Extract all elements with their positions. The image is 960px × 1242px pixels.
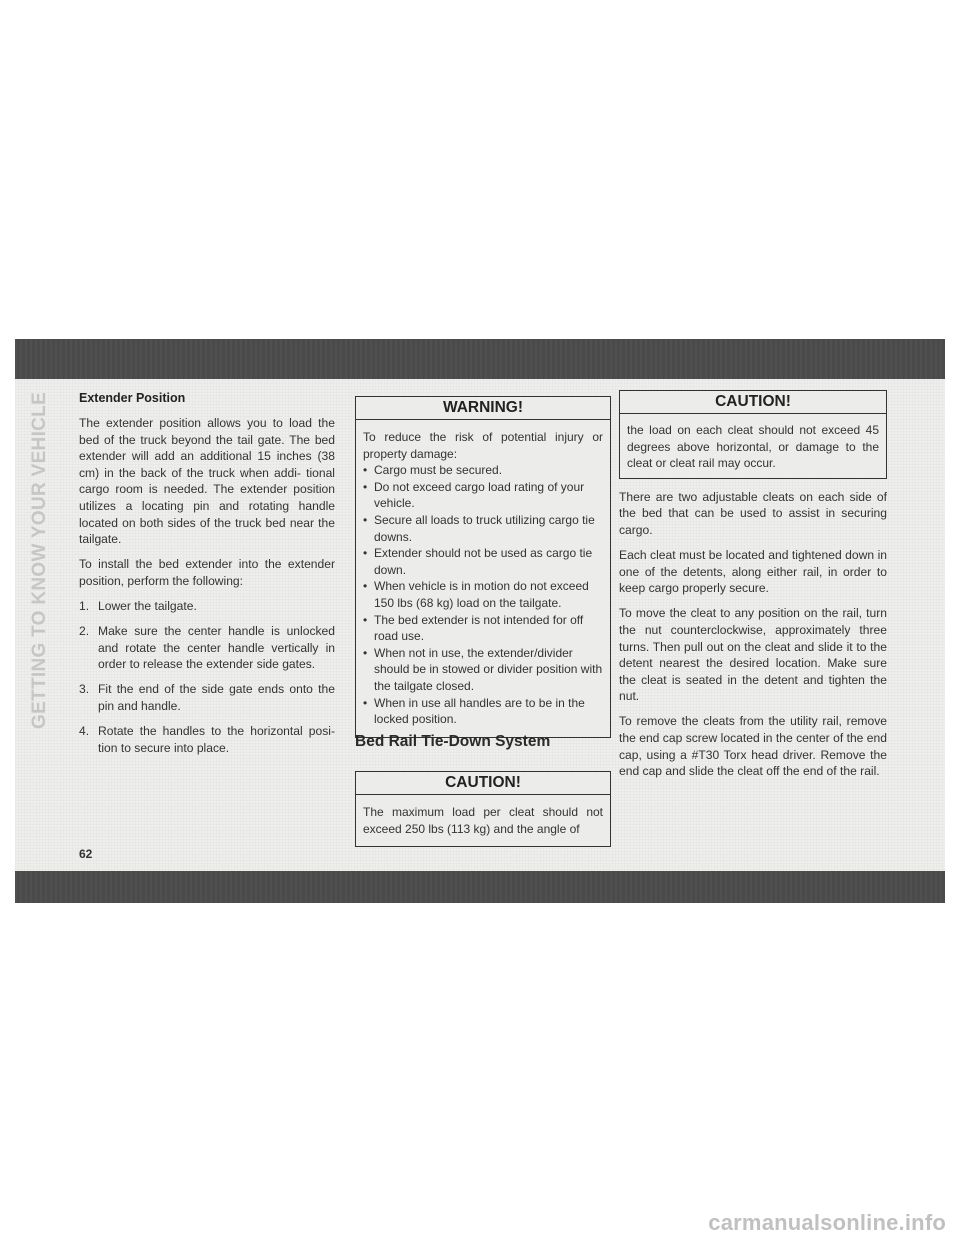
footer-band: [15, 871, 945, 903]
caution-title: CAUTION!: [356, 772, 610, 795]
warning-intro: To reduce the risk of potential injury or property damage:: [363, 430, 603, 461]
cleat-paragraph-2: Each cleat must be located and tightened down in one of the detents, along either rail, in order to keep cargo properly secure.: [619, 548, 887, 596]
warning-box: [355, 396, 611, 738]
header-band: [15, 339, 945, 379]
list-item: • Cargo must be secured.: [363, 463, 503, 478]
list-item: 4. Rotate the handles to the horizontal posi- tion to secure into place.: [79, 724, 335, 755]
section-side-tab: GETTING TO KNOW YOUR VEHICLE: [29, 391, 50, 729]
warning-title: WARNING!: [356, 397, 610, 420]
extender-paragraph-2: To install the bed extender into the extender position, perform the following:: [79, 557, 335, 588]
list-item: 2. Make sure the center handle is unlocked and rotate the center handle vertically in order to release the extender side gates.: [79, 624, 335, 672]
caution-box-continued: [619, 390, 887, 479]
column-left: [79, 390, 335, 765]
extender-paragraph-1: The extender position allows you to load the bed of the truck beyond the tail gate. The bed extender will add an additional 15 inches (38 cm) in the back of the truck when addi- tional cargo room is needed. The extender position utilizes a locating pin and rotating handle located on both sides of the truck bed near the tailgate.: [79, 416, 335, 547]
cleat-paragraph-4: To remove the cleats from the utility rail, remove the end cap screw located in the center of the end cap, using a #T30 Torx head driver. Remove the end cap and slide the cleat off the end of the rail.: [619, 714, 887, 779]
list-item: 3. Fit the end of the side gate ends onto the pin and handle.: [79, 682, 335, 713]
column-right: [619, 395, 887, 788]
watermark-link[interactable]: carmanualsonline.info: [708, 1210, 946, 1235]
cleat-paragraph-1: There are two adjustable cleats on each side of the bed that can be used to assist in securing cargo.: [619, 489, 887, 537]
list-item: • Secure all loads to truck utilizing cargo tie downs.: [363, 512, 595, 544]
list-item: • When vehicle is in motion do not exceed 150 lbs (68 kg) load on the tailgate.: [363, 579, 589, 610]
warning-list: [363, 462, 603, 728]
caution-box: [355, 771, 611, 847]
list-item: • The bed extender is not intended for off road use.: [363, 612, 584, 644]
manual-page: [15, 339, 945, 903]
list-item: • Extender should not be used as cargo tie down.: [363, 546, 593, 577]
caution-title: CAUTION!: [620, 391, 886, 414]
bed-rail-heading: Bed Rail Tie-Down System: [355, 733, 551, 750]
page-number: 62: [79, 847, 93, 861]
extender-position-heading: Extender Position: [79, 391, 186, 405]
cleat-paragraph-3: To move the cleat to any position on the rail, turn the nut counterclockwise, approximately three turns. Then pull out on the cleat and slide it to the detent nearest the desired location. Make sure the cleat is seated in the detent and tighten the nut.: [619, 606, 887, 704]
list-item: 1. Lower the tailgate.: [79, 599, 197, 614]
caution-text: The maximum load per cleat should not exceed 250 lbs (113 kg) and the angle of: [363, 805, 603, 836]
caution-text-continued: the load on each cleat should not exceed 45 degrees above horizontal, or damage to the cleat or cleat rail may occur.: [627, 423, 879, 471]
list-item: • When in use all handles are to be in the locked position.: [363, 695, 585, 727]
list-item: • Do not exceed cargo load rating of your vehicle.: [363, 479, 585, 511]
list-item: • When not in use, the extender/divider should be in stowed or divider position with the tailgate closed.: [363, 645, 603, 693]
install-steps-list: [79, 598, 335, 756]
